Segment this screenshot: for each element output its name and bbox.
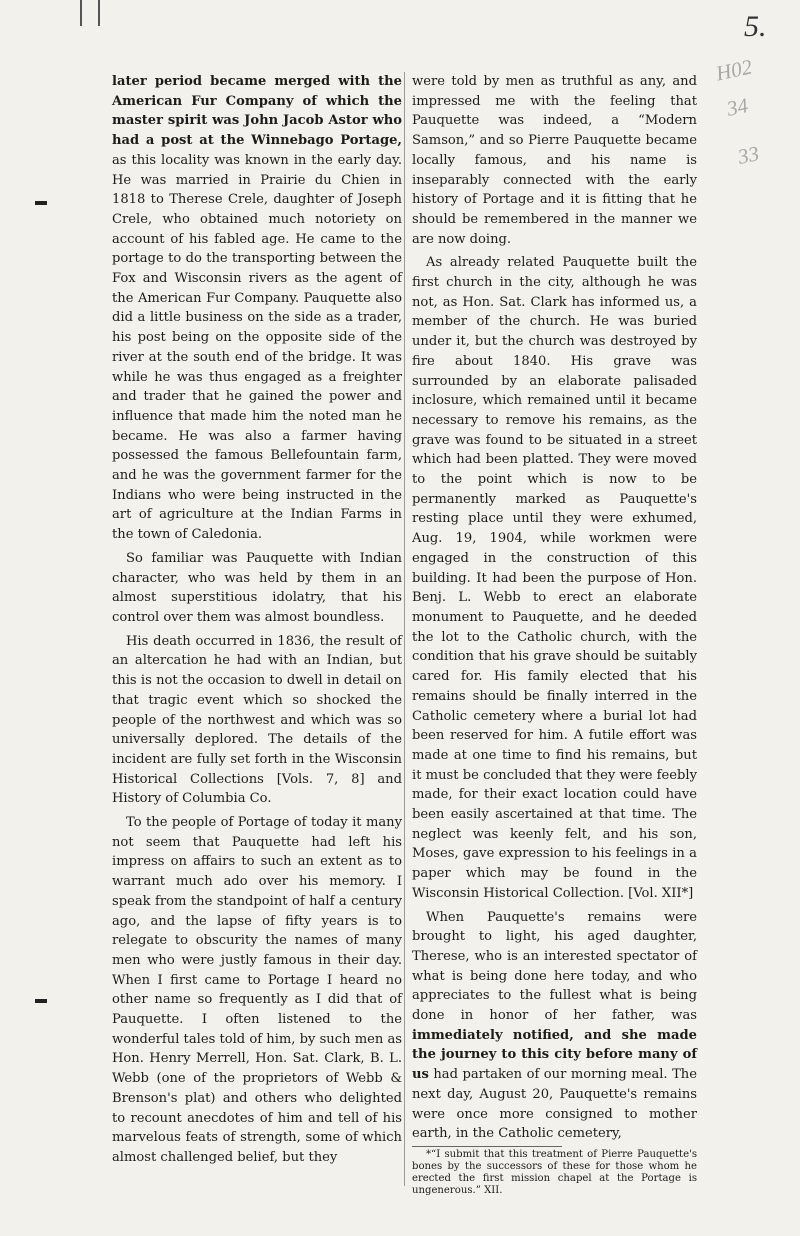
footnote: *“I submit that this treatment of Pierre Pauquette's bones by the successors of these for those whom he erected the first mission chapel at the Portage is ungenerous.” XII. bbox=[412, 1148, 697, 1196]
column-divider bbox=[404, 72, 405, 1186]
bold-text: later period became merged with the American Fur Company of which the master spirit was John Jacob Astor who had a post at the Winnebago Portage, bbox=[112, 74, 402, 149]
binding-mark bbox=[35, 201, 47, 205]
paragraph: As already related Pauquette built the first church in the city, although he was not, as Hon. Sat. Clark has informed us, a member of the church. He was buried under it, but the church was destroyed by fire about 1840. His grave was surrounded by an elaborate palisaded inclosure, which remained until it became necessary to remove his remains, as the grave was found to be situated in a street which had been platted. They were moved to the point which is now to be permanently marked as Pauquette's resting place until they were exhumed, Aug. 19, 1904, while workmen were engaged in the construction of this building. It had been the purpose of Hon. Benj. L. Webb to erect an elaborate monument to Pauquette, and he deeded the lot to the Catholic church, with the condition that his grave should be suitably cared for. His family elected that his remains should be finally interred in the Catholic cemetery where a burial lot had been reserved for him. A futile effort was made at one time to find his remains, but it must be concluded that they were feebly made, for their exact location could have been easily ascertained at that time. The neglect was keenly felt, and his son, Moses, gave expression to his feelings in a paper which may be found in the Wisconsin Historical Collection. [Vol. XII*] bbox=[412, 255, 697, 901]
left-column bbox=[112, 72, 402, 1168]
pencil-annotation: H02 bbox=[713, 54, 755, 86]
paragraph bbox=[412, 908, 697, 1144]
paragraph-text: as this locality was known in the early day. He was married in Prairie du Chien in 1818 to Therese Crele, daughter of Joseph Crele, who obtained much notoriety on account of his fabled age. He came to the portage to do the transporting between the Fox and Wisconsin rivers as the agent of the American Fur Company. Pauquette also did a little business on the side as a trader, his post being on the opposite side of the river at the south end of the bridge. It was while he was thus engaged as a freighter and trader that he gained the power and influence that made him the noted man he became. He was also a farmer having possessed the famous Bellefountain farm, and he was the government farmer for the Indians who were being instructed in the art of agriculture at the Indian Farms in the town of Caledonia. bbox=[112, 152, 402, 543]
paragraph bbox=[112, 72, 402, 545]
scan-edge-mark bbox=[98, 0, 100, 26]
paragraph-text: had partaken of our morning meal. The next day, August 20, Pauquette's remains were once more consigned to mother earth, in the Catholic cemetery, bbox=[412, 1067, 697, 1142]
paragraph: To the people of Portage of today it many not seem that Pauquette had left his impress on affairs to such an extent as to warrant much ado over his memory. I speak from the standpoint of half a century ago, and the lapse of fifty years is to relegate to obscurity the names of many men who were justly famous in their day. When I first came to Portage I heard no other name so frequently as I did that of Pauquette. I often listened to the wonderful tales told of him, by such men as Hon. Henry Merrell, Hon. Sat. Clark, B. L. Webb (one of the proprietors of Webb & Brenson's plat) and others who delighted to recount anecdotes of him and tell of his marvelous feats of strength, some of which almost challenged belief, but they bbox=[112, 815, 402, 1165]
paragraph-text: When Pauquette's remains were brought to light, his aged daughter, Therese, who is an interested spectator of what is being done here today, and who appreciates to the fullest what is being done in honor of her father, was bbox=[412, 909, 697, 1024]
scan-edge-mark bbox=[80, 0, 82, 26]
bold-text: immediately notified, and she made the journey to this city before many of us bbox=[412, 1027, 697, 1083]
binding-mark bbox=[35, 999, 47, 1003]
paragraph: So familiar was Pauquette with Indian character, who was held by them in an almost superstitious idolatry, that his control over them was almost boundless. bbox=[112, 550, 402, 625]
right-column bbox=[412, 72, 697, 1201]
page-number: 5. bbox=[744, 10, 767, 43]
pencil-annotation: 33 bbox=[735, 141, 762, 169]
paragraph: His death occurred in 1836, the result of an altercation he had with an Indian, but this is not the occasion to dwell in detail on that tragic event which so shocked the people of the northwest and which was so universally deplored. The details of the incident are fully set forth in the Wisconsin Historical Collections [Vols. 7, 8] and History of Columbia Co. bbox=[112, 633, 402, 807]
footnote-rule bbox=[412, 1146, 562, 1147]
paragraph: were told by men as truthful as any, and impressed me with the feeling that Pauquette was indeed, a “Modern Samson,” and so Pierre Pauquette became locally famous, and his name is inseparably connected with the early history of Portage and it is fitting that he should be remembered in the manner we are now doing. bbox=[412, 74, 697, 247]
pencil-annotation: 34 bbox=[724, 93, 751, 121]
